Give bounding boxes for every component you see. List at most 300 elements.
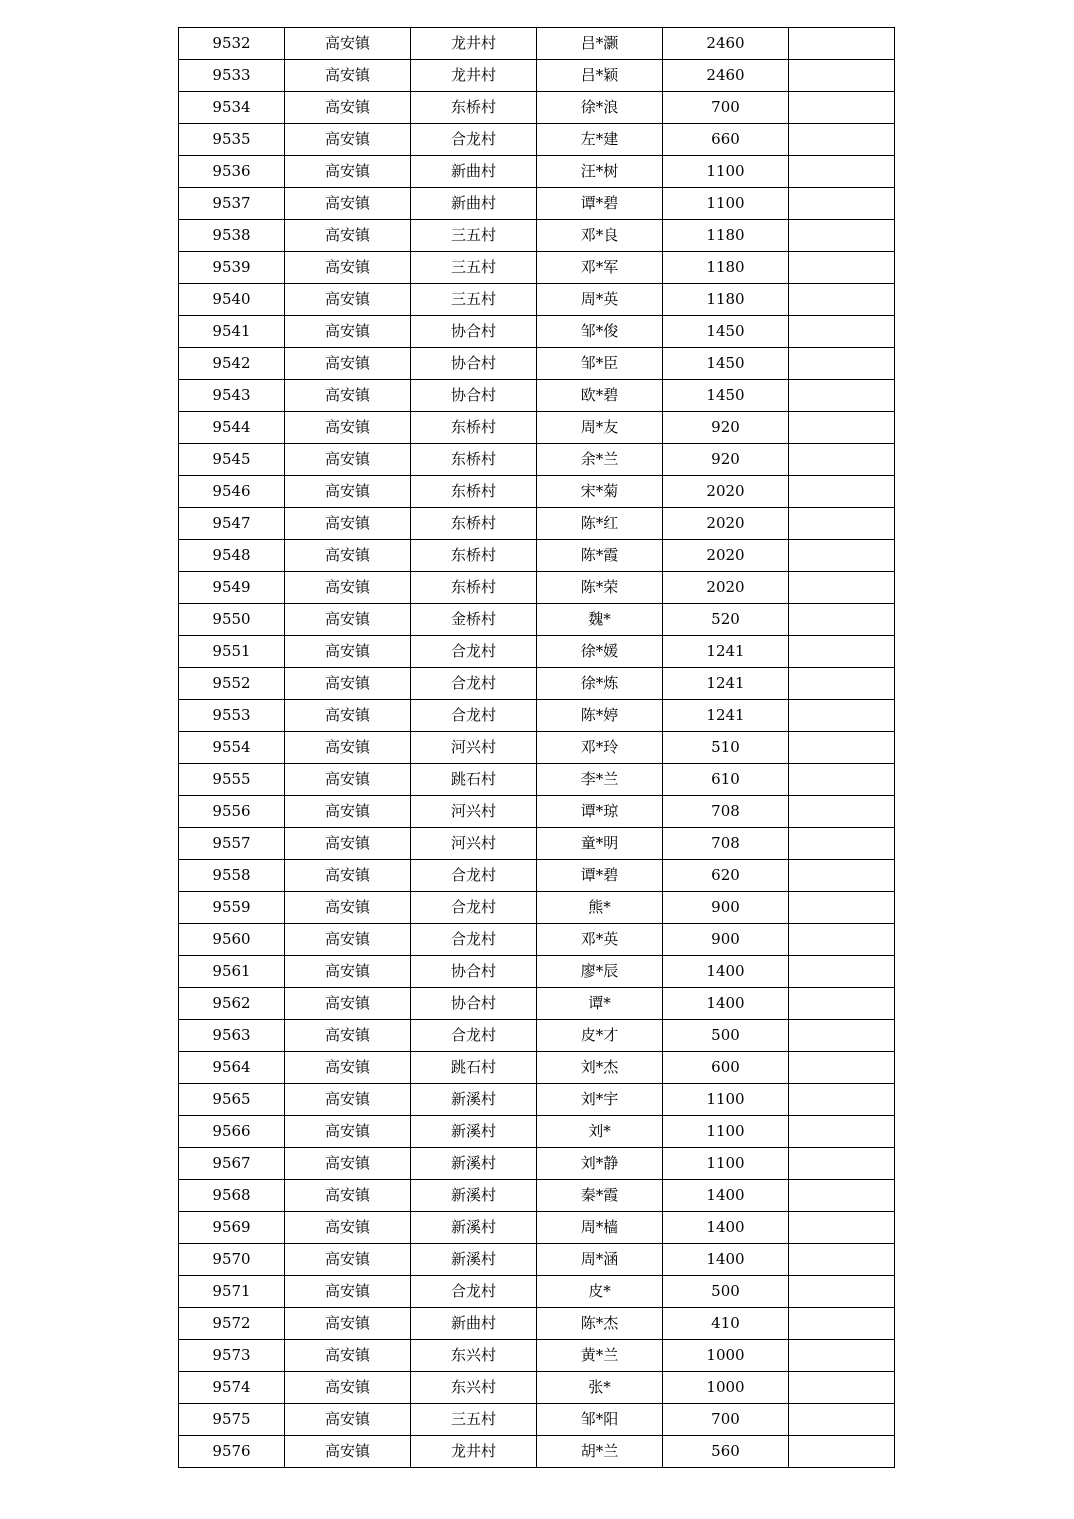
name-cell: 宋*菊 [537,476,663,508]
name-cell: 吕*颖 [537,60,663,92]
amount-cell: 920 [663,412,789,444]
village-cell: 东兴村 [411,1372,537,1404]
amount-cell: 610 [663,764,789,796]
amount-cell: 1450 [663,380,789,412]
town-cell: 高安镇 [285,284,411,316]
row-id-cell: 9555 [179,764,285,796]
town-cell: 高安镇 [285,1020,411,1052]
table-row [179,700,895,732]
row-id-cell: 9572 [179,1308,285,1340]
row-id-cell: 9547 [179,508,285,540]
town-cell: 高安镇 [285,60,411,92]
name-cell: 邓*英 [537,924,663,956]
village-cell: 龙井村 [411,1436,537,1468]
row-id-cell: 9545 [179,444,285,476]
village-cell: 合龙村 [411,924,537,956]
town-cell: 高安镇 [285,252,411,284]
amount-cell: 1000 [663,1340,789,1372]
row-id-cell: 9570 [179,1244,285,1276]
remark-cell [789,860,895,892]
town-cell: 高安镇 [285,636,411,668]
remark-cell [789,1340,895,1372]
amount-cell: 1180 [663,220,789,252]
table-row [179,348,895,380]
amount-cell: 660 [663,124,789,156]
amount-cell: 700 [663,1404,789,1436]
amount-cell: 1100 [663,188,789,220]
table-row [179,796,895,828]
table-row [179,1020,895,1052]
remark-cell [789,732,895,764]
table-body [179,28,895,1468]
name-cell: 邹*俊 [537,316,663,348]
table-row [179,220,895,252]
remark-cell [789,1436,895,1468]
amount-cell: 620 [663,860,789,892]
town-cell: 高安镇 [285,668,411,700]
table-row [179,252,895,284]
name-cell: 熊* [537,892,663,924]
town-cell: 高安镇 [285,316,411,348]
town-cell: 高安镇 [285,1308,411,1340]
town-cell: 高安镇 [285,1372,411,1404]
village-cell: 合龙村 [411,124,537,156]
table-row [179,1148,895,1180]
row-id-cell: 9533 [179,60,285,92]
village-cell: 新溪村 [411,1244,537,1276]
remark-cell [789,60,895,92]
village-cell: 河兴村 [411,796,537,828]
town-cell: 高安镇 [285,156,411,188]
town-cell: 高安镇 [285,572,411,604]
amount-cell: 920 [663,444,789,476]
remark-cell [789,700,895,732]
remark-cell [789,412,895,444]
name-cell: 徐*炼 [537,668,663,700]
town-cell: 高安镇 [285,988,411,1020]
remark-cell [789,444,895,476]
name-cell: 欧*碧 [537,380,663,412]
name-cell: 皮*才 [537,1020,663,1052]
table-row [179,636,895,668]
remark-cell [789,988,895,1020]
row-id-cell: 9554 [179,732,285,764]
table-row [179,956,895,988]
table-row [179,380,895,412]
remark-cell [789,156,895,188]
row-id-cell: 9541 [179,316,285,348]
table-row [179,316,895,348]
row-id-cell: 9536 [179,156,285,188]
data-table [178,27,895,1468]
town-cell: 高安镇 [285,1084,411,1116]
amount-cell: 1400 [663,956,789,988]
remark-cell [789,924,895,956]
name-cell: 徐*媛 [537,636,663,668]
name-cell: 陈*杰 [537,1308,663,1340]
table-row [179,988,895,1020]
table-row [179,60,895,92]
name-cell: 谭* [537,988,663,1020]
amount-cell: 560 [663,1436,789,1468]
table-row [179,1372,895,1404]
village-cell: 合龙村 [411,892,537,924]
remark-cell [789,892,895,924]
name-cell: 余*兰 [537,444,663,476]
remark-cell [789,796,895,828]
amount-cell: 708 [663,796,789,828]
village-cell: 三五村 [411,220,537,252]
remark-cell [789,28,895,60]
row-id-cell: 9544 [179,412,285,444]
village-cell: 三五村 [411,284,537,316]
row-id-cell: 9575 [179,1404,285,1436]
village-cell: 协合村 [411,316,537,348]
remark-cell [789,1180,895,1212]
remark-cell [789,1276,895,1308]
row-id-cell: 9538 [179,220,285,252]
table-row [179,28,895,60]
table-row [179,1212,895,1244]
row-id-cell: 9542 [179,348,285,380]
town-cell: 高安镇 [285,956,411,988]
table-row [179,1116,895,1148]
name-cell: 吕*灏 [537,28,663,60]
table-row [179,1244,895,1276]
remark-cell [789,1372,895,1404]
village-cell: 新曲村 [411,1308,537,1340]
remark-cell [789,1308,895,1340]
remark-cell [789,508,895,540]
town-cell: 高安镇 [285,1116,411,1148]
amount-cell: 1100 [663,156,789,188]
row-id-cell: 9560 [179,924,285,956]
row-id-cell: 9564 [179,1052,285,1084]
table-row [179,1180,895,1212]
town-cell: 高安镇 [285,1052,411,1084]
table-row [179,892,895,924]
remark-cell [789,348,895,380]
remark-cell [789,828,895,860]
data-table-container [178,27,895,1468]
table-row [179,924,895,956]
name-cell: 刘* [537,1116,663,1148]
row-id-cell: 9563 [179,1020,285,1052]
amount-cell: 1100 [663,1084,789,1116]
row-id-cell: 9543 [179,380,285,412]
name-cell: 李*兰 [537,764,663,796]
village-cell: 合龙村 [411,636,537,668]
village-cell: 协合村 [411,348,537,380]
name-cell: 邓*良 [537,220,663,252]
row-id-cell: 9534 [179,92,285,124]
town-cell: 高安镇 [285,1244,411,1276]
amount-cell: 1241 [663,700,789,732]
amount-cell: 1450 [663,348,789,380]
remark-cell [789,1244,895,1276]
amount-cell: 900 [663,892,789,924]
name-cell: 周*樯 [537,1212,663,1244]
remark-cell [789,668,895,700]
row-id-cell: 9549 [179,572,285,604]
name-cell: 刘*静 [537,1148,663,1180]
row-id-cell: 9571 [179,1276,285,1308]
table-row [179,1276,895,1308]
amount-cell: 1400 [663,1180,789,1212]
amount-cell: 1180 [663,284,789,316]
amount-cell: 1180 [663,252,789,284]
row-id-cell: 9551 [179,636,285,668]
village-cell: 新曲村 [411,188,537,220]
town-cell: 高安镇 [285,1148,411,1180]
amount-cell: 2460 [663,60,789,92]
village-cell: 新溪村 [411,1148,537,1180]
amount-cell: 500 [663,1276,789,1308]
remark-cell [789,252,895,284]
village-cell: 协合村 [411,988,537,1020]
village-cell: 合龙村 [411,860,537,892]
row-id-cell: 9539 [179,252,285,284]
town-cell: 高安镇 [285,348,411,380]
amount-cell: 2460 [663,28,789,60]
village-cell: 河兴村 [411,828,537,860]
village-cell: 合龙村 [411,1276,537,1308]
name-cell: 魏* [537,604,663,636]
row-id-cell: 9557 [179,828,285,860]
town-cell: 高安镇 [285,892,411,924]
row-id-cell: 9576 [179,1436,285,1468]
table-row [179,188,895,220]
table-row [179,764,895,796]
name-cell: 张* [537,1372,663,1404]
amount-cell: 600 [663,1052,789,1084]
name-cell: 周*英 [537,284,663,316]
amount-cell: 1450 [663,316,789,348]
amount-cell: 1400 [663,1244,789,1276]
name-cell: 谭*碧 [537,188,663,220]
town-cell: 高安镇 [285,1212,411,1244]
amount-cell: 1100 [663,1116,789,1148]
name-cell: 汪*树 [537,156,663,188]
amount-cell: 510 [663,732,789,764]
row-id-cell: 9537 [179,188,285,220]
town-cell: 高安镇 [285,1276,411,1308]
table-row [179,668,895,700]
table-row [179,732,895,764]
town-cell: 高安镇 [285,188,411,220]
amount-cell: 2020 [663,540,789,572]
remark-cell [789,956,895,988]
village-cell: 三五村 [411,1404,537,1436]
remark-cell [789,764,895,796]
name-cell: 黄*兰 [537,1340,663,1372]
amount-cell: 1100 [663,1148,789,1180]
village-cell: 东桥村 [411,476,537,508]
town-cell: 高安镇 [285,124,411,156]
remark-cell [789,476,895,508]
village-cell: 金桥村 [411,604,537,636]
town-cell: 高安镇 [285,220,411,252]
name-cell: 邓*玲 [537,732,663,764]
amount-cell: 2020 [663,508,789,540]
table-row [179,412,895,444]
remark-cell [789,636,895,668]
town-cell: 高安镇 [285,924,411,956]
row-id-cell: 9550 [179,604,285,636]
village-cell: 东桥村 [411,444,537,476]
town-cell: 高安镇 [285,828,411,860]
village-cell: 河兴村 [411,732,537,764]
table-row [179,1084,895,1116]
town-cell: 高安镇 [285,28,411,60]
remark-cell [789,1212,895,1244]
row-id-cell: 9569 [179,1212,285,1244]
row-id-cell: 9568 [179,1180,285,1212]
amount-cell: 900 [663,924,789,956]
town-cell: 高安镇 [285,764,411,796]
town-cell: 高安镇 [285,860,411,892]
row-id-cell: 9559 [179,892,285,924]
amount-cell: 1241 [663,636,789,668]
village-cell: 合龙村 [411,700,537,732]
village-cell: 三五村 [411,252,537,284]
town-cell: 高安镇 [285,604,411,636]
village-cell: 东桥村 [411,92,537,124]
row-id-cell: 9556 [179,796,285,828]
row-id-cell: 9540 [179,284,285,316]
village-cell: 新溪村 [411,1212,537,1244]
town-cell: 高安镇 [285,1436,411,1468]
amount-cell: 700 [663,92,789,124]
village-cell: 龙井村 [411,28,537,60]
row-id-cell: 9535 [179,124,285,156]
name-cell: 陈*霞 [537,540,663,572]
name-cell: 胡*兰 [537,1436,663,1468]
table-row [179,284,895,316]
town-cell: 高安镇 [285,1180,411,1212]
amount-cell: 2020 [663,476,789,508]
name-cell: 周*涵 [537,1244,663,1276]
name-cell: 刘*杰 [537,1052,663,1084]
row-id-cell: 9562 [179,988,285,1020]
town-cell: 高安镇 [285,700,411,732]
row-id-cell: 9553 [179,700,285,732]
village-cell: 新溪村 [411,1084,537,1116]
row-id-cell: 9574 [179,1372,285,1404]
amount-cell: 520 [663,604,789,636]
name-cell: 陈*婷 [537,700,663,732]
remark-cell [789,1052,895,1084]
remark-cell [789,540,895,572]
remark-cell [789,1148,895,1180]
row-id-cell: 9566 [179,1116,285,1148]
name-cell: 陈*红 [537,508,663,540]
town-cell: 高安镇 [285,1404,411,1436]
amount-cell: 500 [663,1020,789,1052]
name-cell: 皮* [537,1276,663,1308]
row-id-cell: 9565 [179,1084,285,1116]
table-row [179,1436,895,1468]
remark-cell [789,188,895,220]
row-id-cell: 9561 [179,956,285,988]
name-cell: 秦*霞 [537,1180,663,1212]
amount-cell: 1400 [663,988,789,1020]
remark-cell [789,380,895,412]
town-cell: 高安镇 [285,540,411,572]
village-cell: 东兴村 [411,1340,537,1372]
village-cell: 跳石村 [411,1052,537,1084]
village-cell: 协合村 [411,380,537,412]
amount-cell: 1400 [663,1212,789,1244]
amount-cell: 2020 [663,572,789,604]
name-cell: 邹*臣 [537,348,663,380]
name-cell: 左*建 [537,124,663,156]
remark-cell [789,124,895,156]
name-cell: 谭*碧 [537,860,663,892]
village-cell: 合龙村 [411,1020,537,1052]
name-cell: 徐*浪 [537,92,663,124]
name-cell: 谭*琼 [537,796,663,828]
village-cell: 新曲村 [411,156,537,188]
town-cell: 高安镇 [285,1340,411,1372]
row-id-cell: 9552 [179,668,285,700]
row-id-cell: 9532 [179,28,285,60]
remark-cell [789,1020,895,1052]
town-cell: 高安镇 [285,508,411,540]
remark-cell [789,572,895,604]
name-cell: 陈*荣 [537,572,663,604]
town-cell: 高安镇 [285,476,411,508]
town-cell: 高安镇 [285,412,411,444]
village-cell: 东桥村 [411,540,537,572]
town-cell: 高安镇 [285,380,411,412]
amount-cell: 410 [663,1308,789,1340]
name-cell: 邓*军 [537,252,663,284]
town-cell: 高安镇 [285,92,411,124]
table-row [179,604,895,636]
town-cell: 高安镇 [285,796,411,828]
name-cell: 刘*宇 [537,1084,663,1116]
table-row [179,860,895,892]
table-row [179,508,895,540]
row-id-cell: 9567 [179,1148,285,1180]
table-row [179,828,895,860]
table-row [179,124,895,156]
table-row [179,572,895,604]
table-row [179,92,895,124]
town-cell: 高安镇 [285,444,411,476]
table-row [179,1340,895,1372]
remark-cell [789,284,895,316]
name-cell: 周*友 [537,412,663,444]
village-cell: 新溪村 [411,1180,537,1212]
village-cell: 新溪村 [411,1116,537,1148]
amount-cell: 708 [663,828,789,860]
village-cell: 协合村 [411,956,537,988]
table-row [179,444,895,476]
table-row [179,476,895,508]
remark-cell [789,1116,895,1148]
table-row [179,1052,895,1084]
row-id-cell: 9548 [179,540,285,572]
row-id-cell: 9573 [179,1340,285,1372]
village-cell: 东桥村 [411,508,537,540]
village-cell: 跳石村 [411,764,537,796]
remark-cell [789,220,895,252]
remark-cell [789,604,895,636]
table-row [179,156,895,188]
name-cell: 邹*阳 [537,1404,663,1436]
